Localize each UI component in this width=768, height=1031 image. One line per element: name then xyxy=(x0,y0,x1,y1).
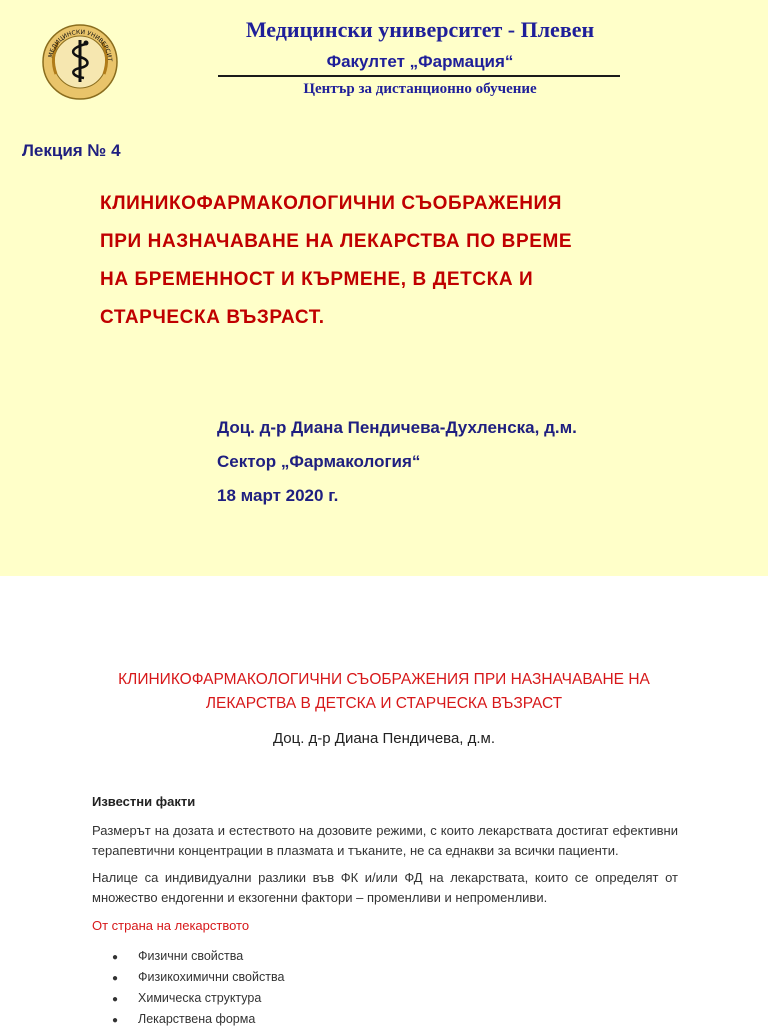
lecture-date: 18 март 2020 г. xyxy=(217,486,339,505)
svg-text:МЕДИЦИНСКИ УНИВЕРСИТЕТ ПЛЕВЕН: МЕДИЦИНСКИ УНИВЕРСИТ xyxy=(47,28,114,62)
title-line: СТАРЧЕСКА ВЪЗРАСТ. xyxy=(100,307,325,328)
subheading: От страна на лекарството xyxy=(92,918,250,933)
bullet-list xyxy=(112,946,284,1030)
title-line: НА БРЕМЕННОСТ И КЪРМЕНЕ, В ДЕТСКА И xyxy=(100,269,534,290)
title-line: КЛИНИКОФАРМАКОЛОГИЧНИ СЪОБРАЖЕНИЯ xyxy=(100,193,563,214)
university-name: Медицински университет - Плевен xyxy=(245,17,595,42)
title-line: ПРИ НАЗНАЧАВАНЕ НА ЛЕКАРСТВА ПО ВРЕМЕ xyxy=(100,231,573,252)
author-block xyxy=(217,416,577,518)
document-title-line: КЛИНИКОФАРМАКОЛОГИЧНИ СЪОБРАЖЕНИЯ ПРИ НАЗНАЧАВАНЕ НА xyxy=(118,671,650,688)
author-name: Доц. д-р Диана Пендичева-Духленска, д.м. xyxy=(217,418,577,437)
bullet-icon: ● xyxy=(112,1015,119,1026)
author-sector: Сектор „Фармакология“ xyxy=(217,452,421,471)
document-author: Доц. д-р Диана Пендичева, д.м. xyxy=(272,730,496,747)
document-title-line: ЛЕКАРСТВА В ДЕТСКА И СТАРЧЕСКА ВЪЗРАСТ xyxy=(205,695,563,712)
paragraph: Налице са индивидуални разлики във ФК и/или ФД на лекарствата, които се определят от множество ендогенни и екзогенни фактори – променливи и непроменливи. xyxy=(92,870,678,905)
document-title xyxy=(84,668,684,716)
list-item-label: Физични свойства xyxy=(138,949,244,963)
document-page xyxy=(0,576,768,1024)
center-name: Център за дистанционно обучение xyxy=(303,81,537,97)
slide-title xyxy=(100,191,572,343)
list-item xyxy=(112,946,284,967)
list-item xyxy=(112,1009,284,1030)
section-heading: Известни факти xyxy=(92,794,196,809)
paragraph: Размерът на дозата и естеството на дозовите режими, с които лекарствата достигат ефективни терапевтични концентрации в плазмата и тъканите, не са еднакви за всички пациенти. xyxy=(92,823,678,858)
lecture-number: Лекция № 4 xyxy=(22,141,121,160)
bullet-icon: ● xyxy=(112,994,119,1005)
list-item-label: Лекарствена форма xyxy=(138,1012,256,1026)
list-item xyxy=(112,967,284,988)
bullet-icon: ● xyxy=(112,952,119,963)
list-item-label: Химическа структура xyxy=(138,991,262,1005)
header-divider xyxy=(218,75,620,77)
faculty-name: Факултет „Фармация“ xyxy=(326,52,514,71)
list-item xyxy=(112,988,284,1009)
list-item-label: Физикохимични свойства xyxy=(138,970,285,984)
university-seal-icon xyxy=(40,22,120,102)
bullet-icon: ● xyxy=(112,973,119,984)
